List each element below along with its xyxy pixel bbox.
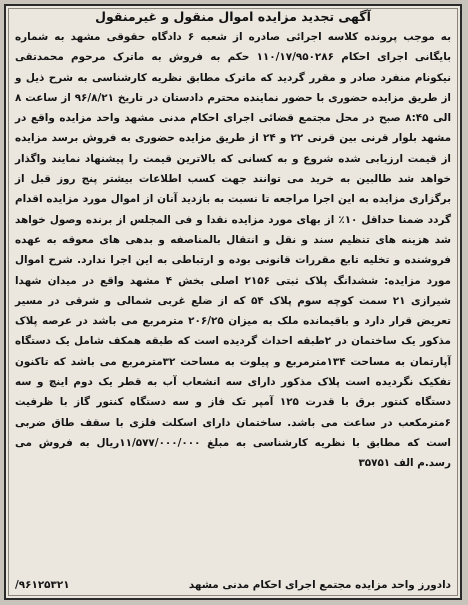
notice-signature: دادورز واحد مزایده مجتمع اجرای احکام مدنی مشهد bbox=[188, 579, 451, 591]
notice-title: آگهی تجدید مزایده اموال منقول و غیرمنقول bbox=[95, 9, 371, 24]
notice-body: به موجب پرونده کلاسه اجرائی صادره از شعبه ۶ دادگاه حقوقی مشهد به شماره بایگانی اجرای احکام ۱۱۰/۱۷/۹۵۰۲۸۶ حکم به فروش به ماترک مرحوم محمدتقی نیکونام منفرد صادر و مقرر گردید که ماترک مطابق نظریه کارشناسی به شرح ذیل و از طریق مزایده حضوری با حضور نماینده محترم دادستان در تاریخ ۹۶/۸/۲۱ از ساعت ۸ الی ۸:۴۵ صبح در محل مجتمع قضائی اجرای احکام مدنی مشهد واحد مزایده واقع در مشهد بلوار قرنی بین قرنی ۲۲ و ۲۴ از طریق مزایده حضوری به فروش برسد مزایده از قیمت ارزیابی شده شروع و به کسانی که بالاترین قیمت را پیشنهاد نمایند واگذار خواهد شد طالبین به خرید می توانند جهت کسب اطلاعات بیشتر پنج روز قبل از برگزاری مزایده به این اجرا مراجعه تا نسبت به بازدید آنان از اموال مورد مزایده اقدام گردد ضمنا حداقل ۱۰٪ از بهای مورد مزایده نقدا و فی المجلس از برنده وصول خواهد شد هزینه های تنظیم سند و نقل و انتقال بالمناصفه و بدهی های معوقه به عهده فروشنده و تخلیه تابع مقررات قانونی بوده و ارتباطی به این اجرا ندارد. شرح اموال مورد مزایده: ششدانگ پلاک ثبتی ۲۱۵۶ اصلی بخش ۴ مشهد واقع در میدان شهدا شیرازی ۲۱ سمت کوچه سوم پلاک ۵۴ که از ضلع غربی شمالی و شرقی در مسیر تعریض قرار دارد و باقیمانده ملک به میزان ۲۰۶/۲۵ مترمربع می باشد در عرصه پلاک مذکور یک ساختمان در ۲طبقه احداث گردیده است که طبقه همکف شامل یک دستگاه آپارتمان به مساحت ۱۳۴مترمربع و پیلوت به مساحت ۳۲مترمربع می باشد که تاکنون تفکیک نگردیده است پلاک مذکور دارای سه انشعاب آب به قطر یک دوم اینچ و سه دستگاه کنتور برق با قدرت ۱۲۵ آمپر تک فاز و سه دستگاه کنتور گاز با ظرفیت ۶مترمکعب در ساعت می باشد. ساختمان دارای اسکلت فلزی با سقف طاق ضربی است که مطابق با نظریه کارشناسی به مبلغ ۱۱/۵۷۷/۰۰۰/۰۰۰ریال به فروش می رسد.م الف ۳۵۷۵۱ bbox=[15, 31, 452, 470]
notice-footer bbox=[15, 575, 451, 595]
notice-code: ۹۶۱۲۵۳۲۱/ bbox=[15, 579, 70, 591]
auction-notice-clipping bbox=[4, 4, 462, 600]
